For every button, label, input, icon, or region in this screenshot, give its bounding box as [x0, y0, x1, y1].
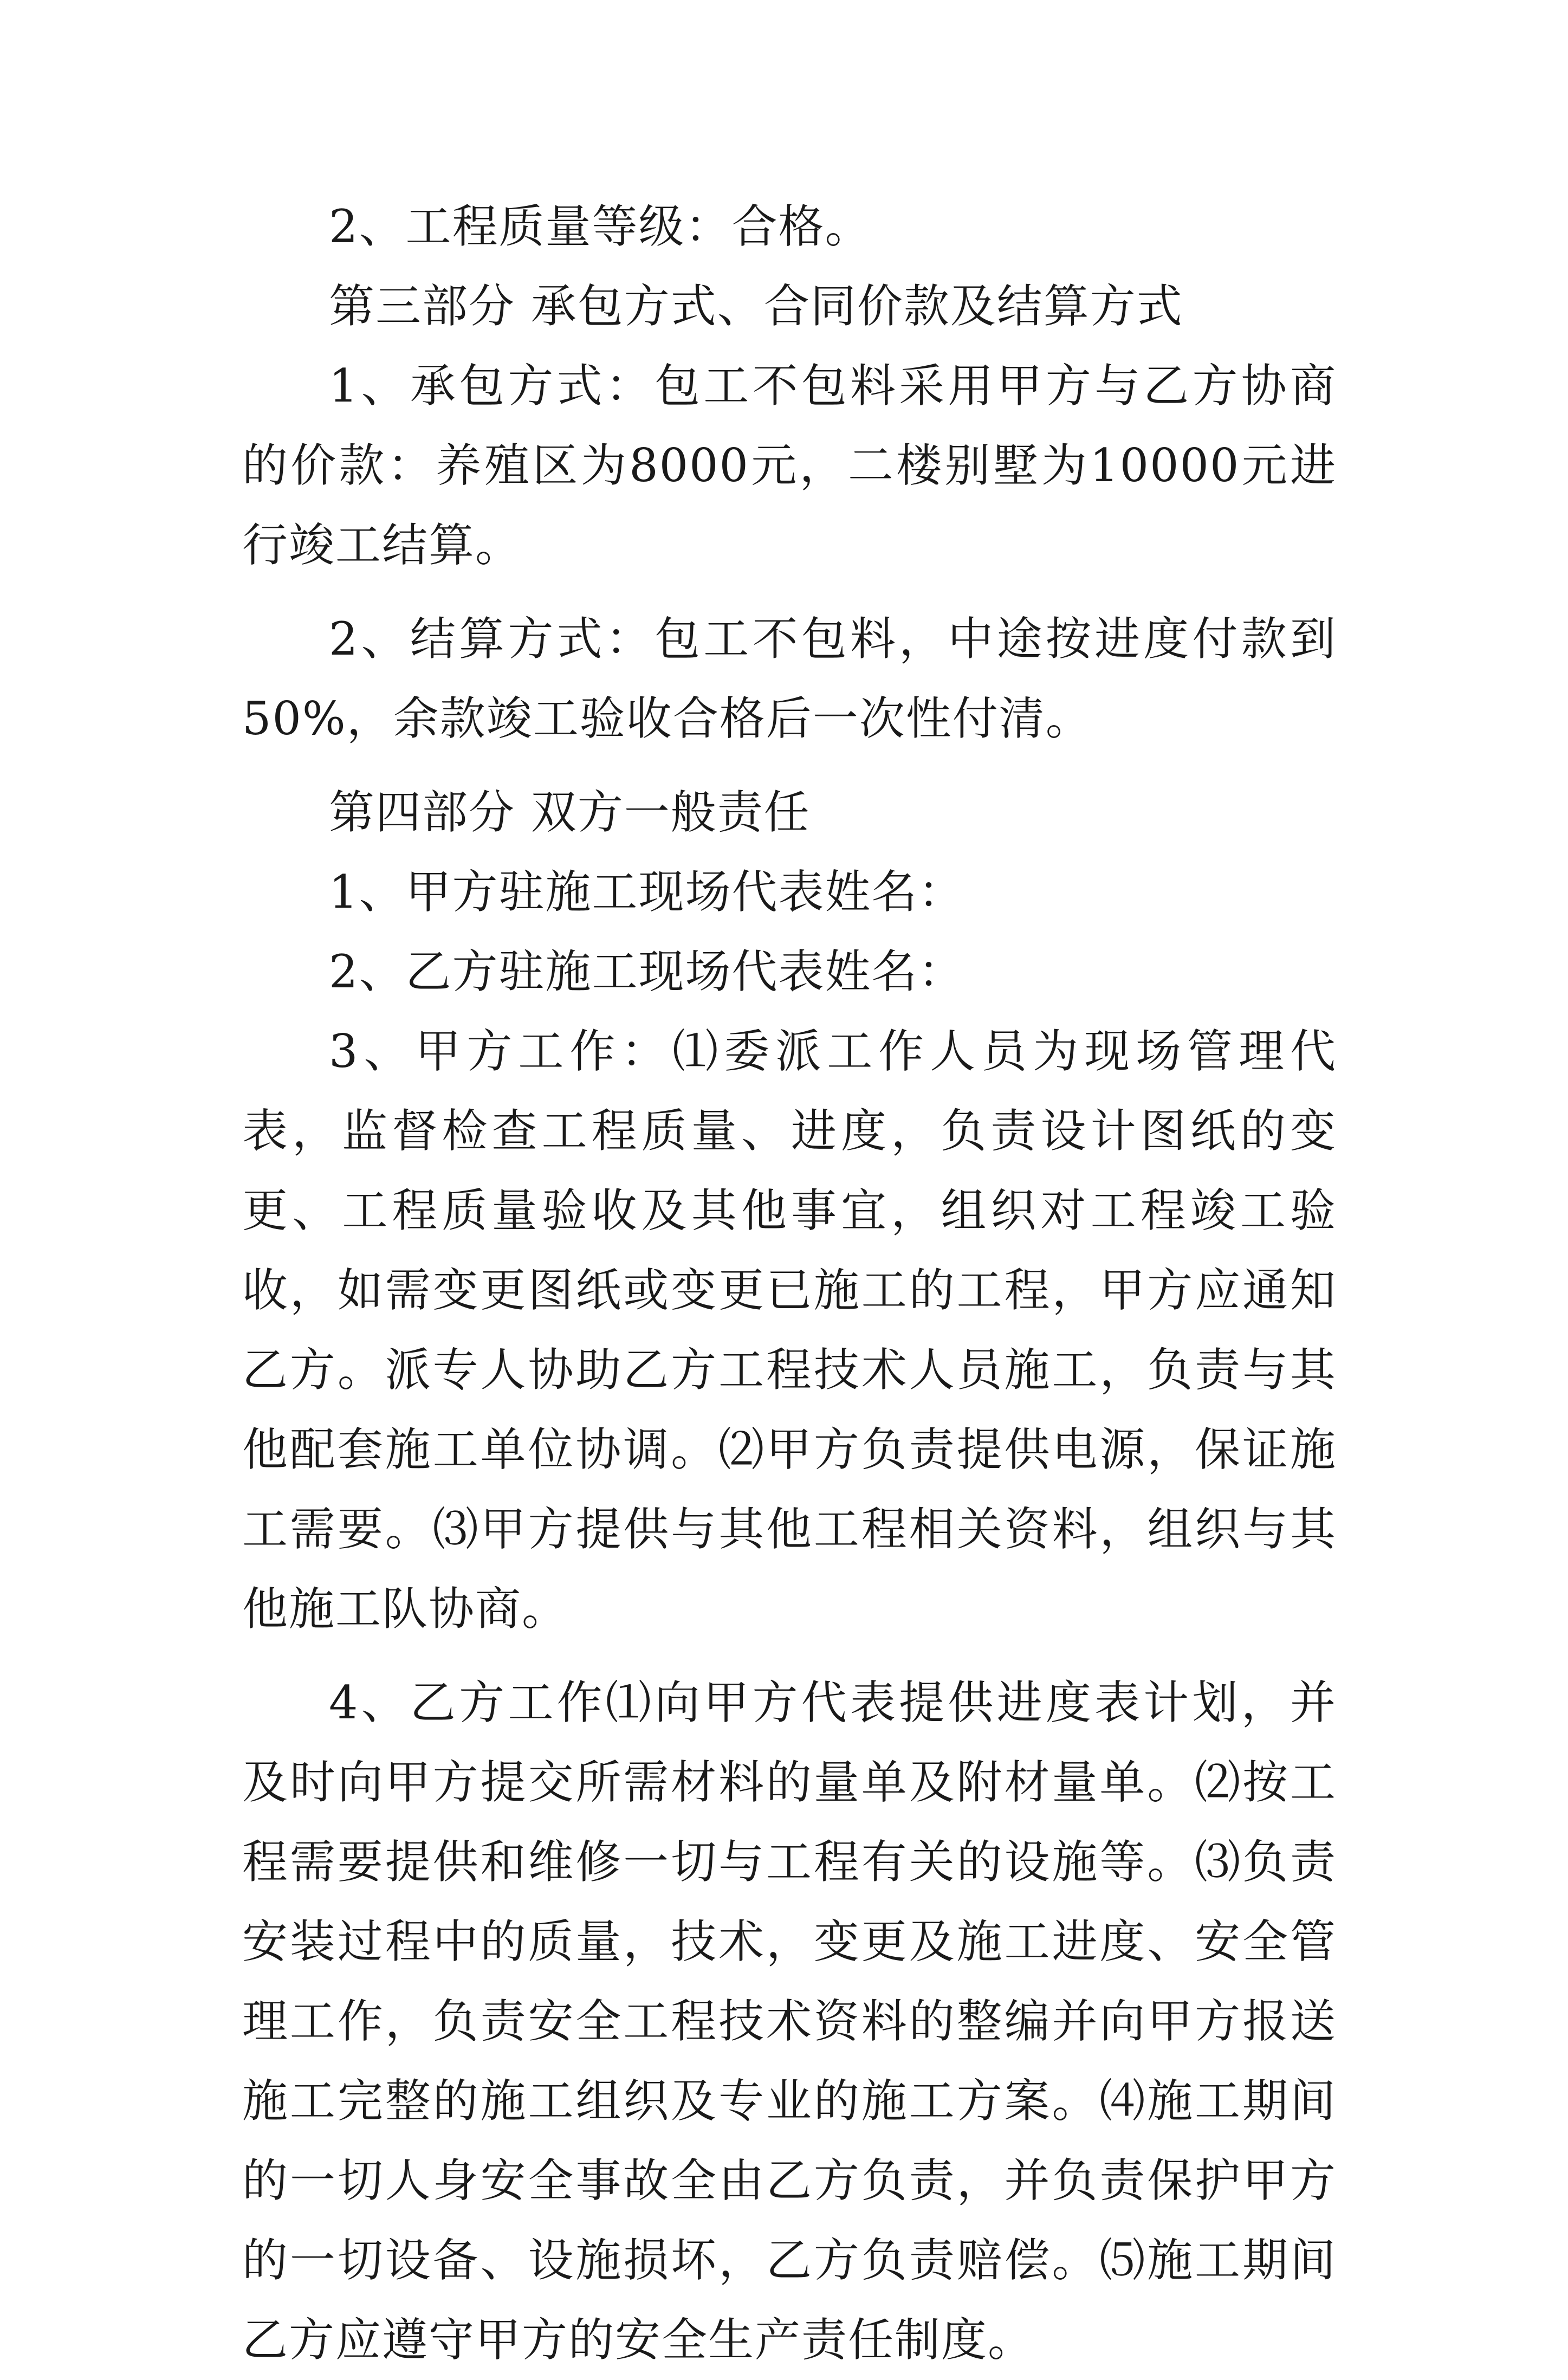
- paragraph-contract-method: 1、承包方式：包工不包料采用甲方与乙方协商的价款：养殖区为8000元，二楼别墅为10000元进行竣工结算。: [242, 359, 1337, 572]
- paragraph-party-b-duties: 4、乙方工作⑴向甲方代表提供进度表计划，并及时向甲方提交所需材料的量单及附材量单。⑵按工程需要提供和维修一切与工程有关的设施等。⑶负责安装过程中的质量，技术，变更及施工进度、安全管理工作，负责安全工程技术资料的整编并向甲方报送施工完整的施工组织及专业的施工方案。⑷施工期间的一切人身安全事故全由乙方负责，并负责保护甲方的一切设备、设施损坏，乙方负责赔偿。⑸施工期间乙方应遵守甲方的安全生产责任制度。: [242, 1676, 1337, 2366]
- document-body: [242, 187, 1337, 2380]
- paragraph-quality-grade: 2、工程质量等级：合格。: [329, 200, 872, 253]
- paragraph-party-b-representative: 2、乙方驻施工现场代表姓名：: [329, 945, 965, 998]
- section-heading-part-three: 第三部分 承包方式、合同价款及结算方式: [329, 280, 1183, 333]
- paragraph-settlement-method: 2、结算方式：包工不包料，中途按进度付款到50%，余款竣工验收合格后一次性付清。: [242, 612, 1337, 745]
- section-heading-part-four: 第四部分 双方一般责任: [329, 786, 811, 839]
- paragraph-party-a-duties: 3、甲方工作：⑴委派工作人员为现场管理代表，监督检查工程质量、进度，负责设计图纸的变更、工程质量验收及其他事宜，组织对工程竣工验收，如需变更图纸或变更已施工的工程，甲方应通知乙方。派专人协助乙方工程技术人员施工，负责与其他配套施工单位协调。⑵甲方负责提供电源，保证施工需要。⑶甲方提供与其他工程相关资料，组织与其他施工队协商。: [242, 1025, 1337, 1635]
- paragraph-party-a-representative: 1、甲方驻施工现场代表姓名：: [329, 865, 965, 919]
